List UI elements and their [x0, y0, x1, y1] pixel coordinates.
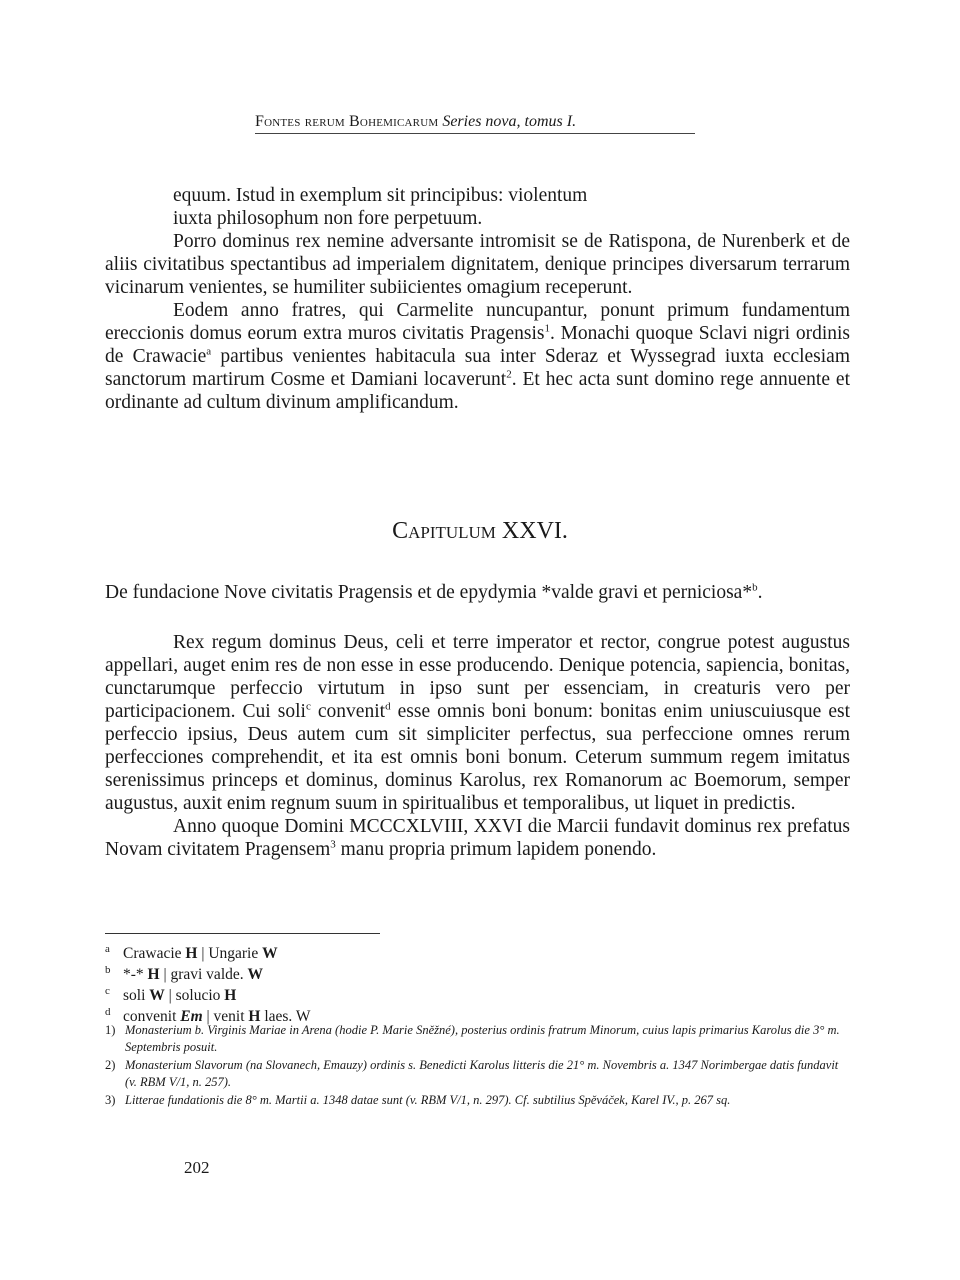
footnote-ref: b	[752, 581, 758, 594]
apparatus-note: d convenit Em | venit H laes. W	[105, 1006, 311, 1025]
footnote-ref: d	[385, 700, 391, 713]
chapter-subtitle: De fundacione Nove civitatis Pragensis et de epydymia *valde gravi et perniciosa*$^b$.	[105, 581, 763, 603]
apparatus-notes	[105, 943, 855, 1027]
historical-note: 1) Monasterium b. Virginis Mariae in Arena (hodie P. Marie Sněžné), posterius ordinis fratrum Minorum, cuius lapis primarius Karolus die 3° m. Septembris posuit.	[105, 1023, 840, 1054]
footnote-ref: c	[305, 700, 311, 713]
footnote-rule	[105, 933, 380, 934]
apparatus-note: c soli W | solucio H	[105, 985, 237, 1004]
apparatus-note: a Crawacie H | Ungarie W	[105, 943, 278, 962]
paragraph: Eodem anno fratres, qui Carmelite nuncupantur, ponunt primum fundamentum ereccionis domus eorum extra muros civitatis Pragensis$^1$. Monachi quoque Sclavi nigri ordinis de Crawacie$^a$ partibus venientes habitacula sua inter Sderaz et Wyssegrad iuxta ecclesiam sanctorum martirum Cosme et Damiani locaverunt$^2$. Et hec acta sunt domino rege annuente et ordinante ad cultum divinum amplificandum.	[105, 300, 850, 413]
historical-note: 2) Monasterium Slavorum (na Slovanech, Emauzy) ordinis s. Benedicti Karolus litteris die 21° m. Novembris a. 1347 Norimbergae datis fundavit (v. RBM V/1, n. 257).	[105, 1058, 839, 1089]
series-subtitle: Series nova, tomus I.	[442, 113, 577, 130]
running-header	[255, 112, 695, 132]
footnote-ref: 1	[544, 322, 550, 335]
paragraph: Anno quoque Domini MCCCXLVIII, XXVI die Marcii fundavit dominus rex prefatus Novam civitatem Pragensem$^3$ manu propria primum lapidem ponendo.	[105, 816, 850, 860]
footnote-ref: 3	[330, 838, 336, 851]
footnote-ref: a	[206, 345, 212, 358]
paragraph-line: iuxta philosophum non fore perpetuum.	[173, 208, 483, 229]
text-block-top	[105, 184, 850, 414]
chapter-heading: Capitulum XXVI.	[392, 518, 568, 544]
historical-note: 3) Litterae fundationis die 8° m. Martii a. 1348 datae sunt (v. RBM V/1, n. 297). Cf. subtilius Spěváček, Karel IV., p. 267 sq.	[105, 1093, 731, 1107]
text-block-chapter	[105, 631, 850, 861]
paragraph: Rex regum dominus Deus, celi et terre imperator et rector, congrue potest augustus appellari, auget enim res de non esse in esse producendo. Denique potencia, sapiencia, bonitas, cunctarumque perfeccio virtutum in ipso sunt per essenciam, in creaturis vero per participacionem. Cui soli$^c$ convenit$^d$ esse omnis boni bonum: bonitas enim uniuscuiusque est perfeccio ipsius, Deus autem cum sit simpliciter perfectus, sua perfeccione omnes rerum perfecciones comprehendit, et ita est omnis boni bonum. Ceterum summum regem imitatus serenissimus princeps et dominus, dominus Karolus, rex Romanorum ac Boemorum, semper augustus, auxit enim regnum suum in spiritualibus et temporalibus, ut liquet in predictis.	[105, 632, 850, 814]
paragraph: Porro dominus rex nemine adversante intromisit se de Ratispona, de Nurenberk et de aliis civitatibus spectantibus ad imperialem dignitatem, denique principes diversarum terrarum vicinarum venientes, se humiliter subiicientes omagium receperunt.	[105, 231, 850, 298]
apparatus-note: b *-* H | gravi valde. W	[105, 964, 264, 983]
series-title: Fontes rerum Bohemicarum	[255, 113, 439, 130]
page-number: 202	[184, 1158, 210, 1177]
header-rule	[255, 133, 695, 134]
footnote-ref: 2	[506, 368, 512, 381]
paragraph-line: equum. Istud in exemplum sit principibus: violentum	[173, 185, 588, 206]
historical-notes	[105, 1022, 850, 1110]
